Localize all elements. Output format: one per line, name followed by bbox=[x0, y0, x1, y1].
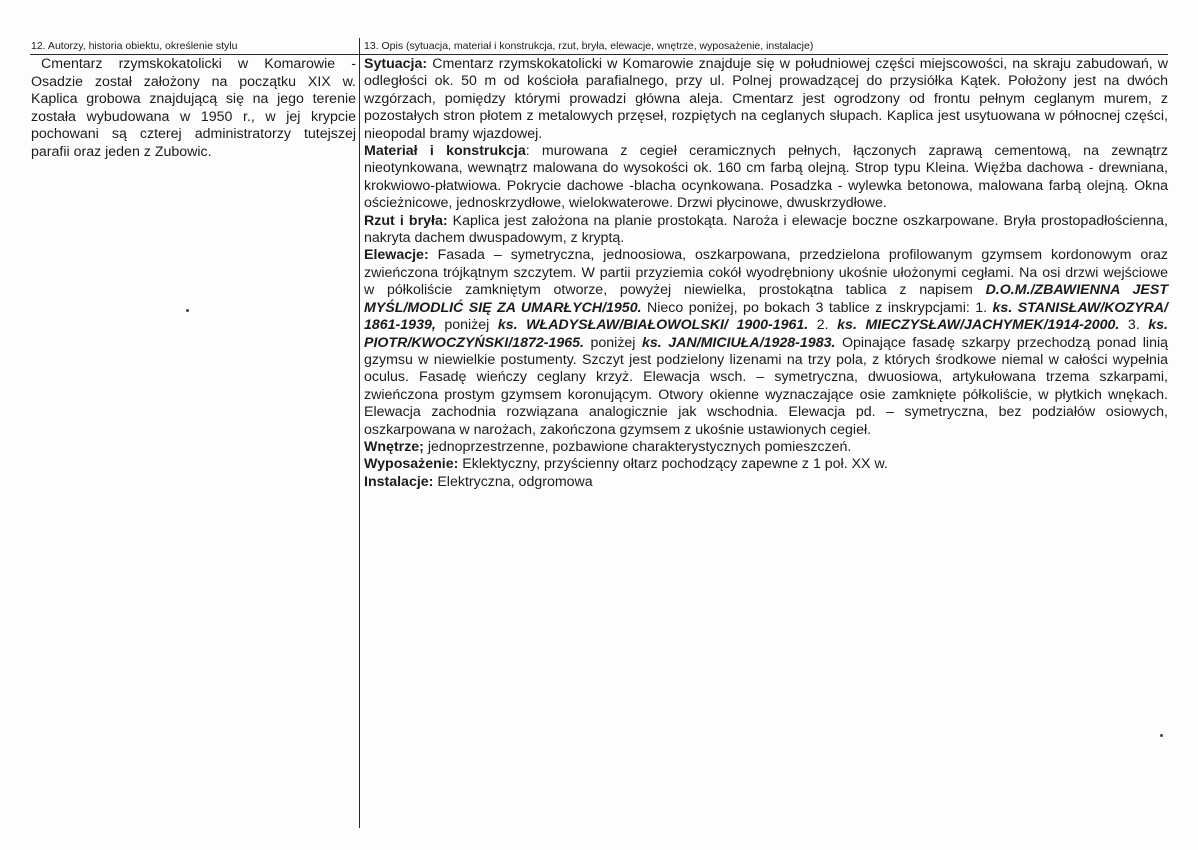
history-section bbox=[31, 56, 356, 161]
history-text: Cmentarz rzymskokatolicki w Komarowie - Osadzie został założony na początku XIX w. Kaplica grobowa znajdującą się na jego terenie została wybudowana w 1950 r., w jej krypcie pochowani są czterej administratorzy tutejszej parafii oraz jeden z Zubowic. bbox=[31, 56, 356, 160]
installations-label: Instalacje: bbox=[364, 473, 434, 490]
situation-paragraph bbox=[364, 56, 1168, 143]
furnishing-paragraph bbox=[364, 456, 1168, 473]
situation-label: Sytuacja: bbox=[364, 56, 428, 72]
material-label: Materiał i konstrukcja bbox=[364, 143, 526, 160]
elevations-text-6: poniżej bbox=[583, 334, 642, 351]
column-divider bbox=[359, 38, 360, 828]
inscription-5: ks. JAN/MICIUŁA/1928-1983. bbox=[642, 334, 836, 351]
elevations-text-7: Opinające fasadę szkarpy przechodzą ponad linią gzymsu w niewielkie postumenty. Szczyt jest podzielony lizenami na trzy pola, z których środkowe niemal w całości wypełnia oculus. Fasadę wieńczy ceglany krzyż. Elewacja wsch. – symetryczna, dwuosiowa, artykułowana trzema szkarpami, zwieńczona prostym gzymsem koronującym. Otwory okienne wyznaczające osie zamknięte półkoliście, w płytkich wnękach. Elewacja zachodnia rozwiązana analogicznie jak wschodnia. Elewacja pd. – symetryczna, bez podziałów osiowych, oszkarpowana w narożach, zakończona gzymsem z ukośnie ustawionych cegieł. bbox=[364, 334, 1169, 438]
plan-paragraph bbox=[364, 213, 1168, 248]
plan-label: Rzut i bryła: bbox=[364, 212, 448, 229]
interior-text: jednoprzestrzenne, pozbawione charakterystycznych pomieszczeń. bbox=[423, 438, 852, 455]
material-text: : murowana z cegieł ceramicznych pełnych, łączonych zaprawą cementową, na zewnątrz nieotynkowana, wewnątrz malowana do wysokości ok. 160 cm farbą olejną. Strop typu Kleina. Więźba dachowa - drewniana, krokwiowo-płatwiowa. Pokrycie dachowe -blacha ocynkowana. Posadzka - wylewka betonowa, malowana farbą olejną. Okna ościeżnicowe, jednoskrzydłowe, wielokwaterowe. Drzwi płycinowe, dwuskrzydłowe. bbox=[364, 143, 1168, 212]
elevations-text-1: Fasada – symetryczna, jednoosiowa, oszkarpowana, przedzielona profilowanym gzymsem kordonowym oraz zwieńczona trójkątnym szczytem. W partii przyziemia cokół wyodrębniony ukośnie ułożonymi cegłami. Na osi drzwi wejściowe w półkoliście zamkniętym otworze, powyżej niewielka, prostokątna tablica z napisem bbox=[364, 247, 1168, 299]
description-section bbox=[364, 56, 1168, 491]
inscription-1: ks. STANISŁAW/KOZYRA/ 1861-1939, bbox=[364, 299, 1168, 334]
elevations-text-4: 2. bbox=[808, 317, 838, 334]
inscription-2: ks. WŁADYSŁAW/BIAŁOWOLSKI/ 1900-1961. bbox=[497, 317, 809, 334]
plan-text: Kaplica jest założona na planie prostokąta. Naroża i elewacje boczne oszkarpowane. Bryła prostopadłościenna, nakryta dachem dwuspadowym, z kryptą. bbox=[364, 212, 1168, 247]
furnishing-label: Wyposażenie: bbox=[364, 456, 459, 473]
header-rule bbox=[30, 54, 1168, 55]
material-paragraph bbox=[364, 143, 1168, 213]
elevations-text-3: poniżej bbox=[435, 317, 498, 334]
inscription-3: ks. MIECZYSŁAW/JACHYMEK/1914-2000. bbox=[837, 317, 1120, 334]
left-column-header: 12. Autorzy, historia obiektu, określenie stylu bbox=[31, 40, 238, 52]
scan-speck bbox=[1160, 734, 1163, 737]
elevations-label: Elewacje: bbox=[364, 247, 429, 264]
situation-text: Cmentarz rzymskokatolicki w Komarowie znajduje się w południowej części miejscowości, na skraju zabudowań, w odległości ok. 50 m od kościoła parafialnego, przy ul. Polnej prowadzącej do przysiółka Kątek. Położony jest na dwóch wzgórzach, pomiędzy którymi prowadzi główna aleja. Cmentarz jest ogrodzony od frontu pełnym ceglanym murem, z pozostałych stron płotem z metalowych przęseł, rozpiętych na ceglanych słupach. Kaplica jest usytuowana w północnej części, nieopodal bramy wjazdowej. bbox=[364, 56, 1168, 142]
inscription-main: D.O.M./ZBAWIENNA JEST MYŚL/MODLIĆ SIĘ ZA UMARŁYCH/1950. bbox=[364, 282, 1169, 316]
installations-paragraph bbox=[364, 474, 1168, 491]
furnishing-text: Eklektyczny, przyścienny ołtarz pochodzący zapewne z 1 poł. XX w. bbox=[458, 456, 888, 473]
scan-speck bbox=[186, 309, 189, 312]
installations-text: Elektryczna, odgromowa bbox=[433, 473, 593, 490]
elevations-paragraph bbox=[364, 247, 1168, 438]
interior-label: Wnętrze; bbox=[364, 438, 424, 455]
right-column-header: 13. Opis (sytuacja, materiał i konstrukcja, rzut, bryła, elewacje, wnętrze, wyposażenie, instalacje) bbox=[364, 40, 814, 52]
inscription-4: ks. PIOTR/KWOCZYŃSKI/1872-1965. bbox=[364, 317, 1168, 351]
interior-paragraph bbox=[364, 439, 1168, 456]
elevations-text-5: 3. bbox=[1119, 317, 1149, 334]
elevations-text-2: Nieco poniżej, po bokach 3 tablice z inskrypcjami: 1. bbox=[641, 299, 993, 316]
